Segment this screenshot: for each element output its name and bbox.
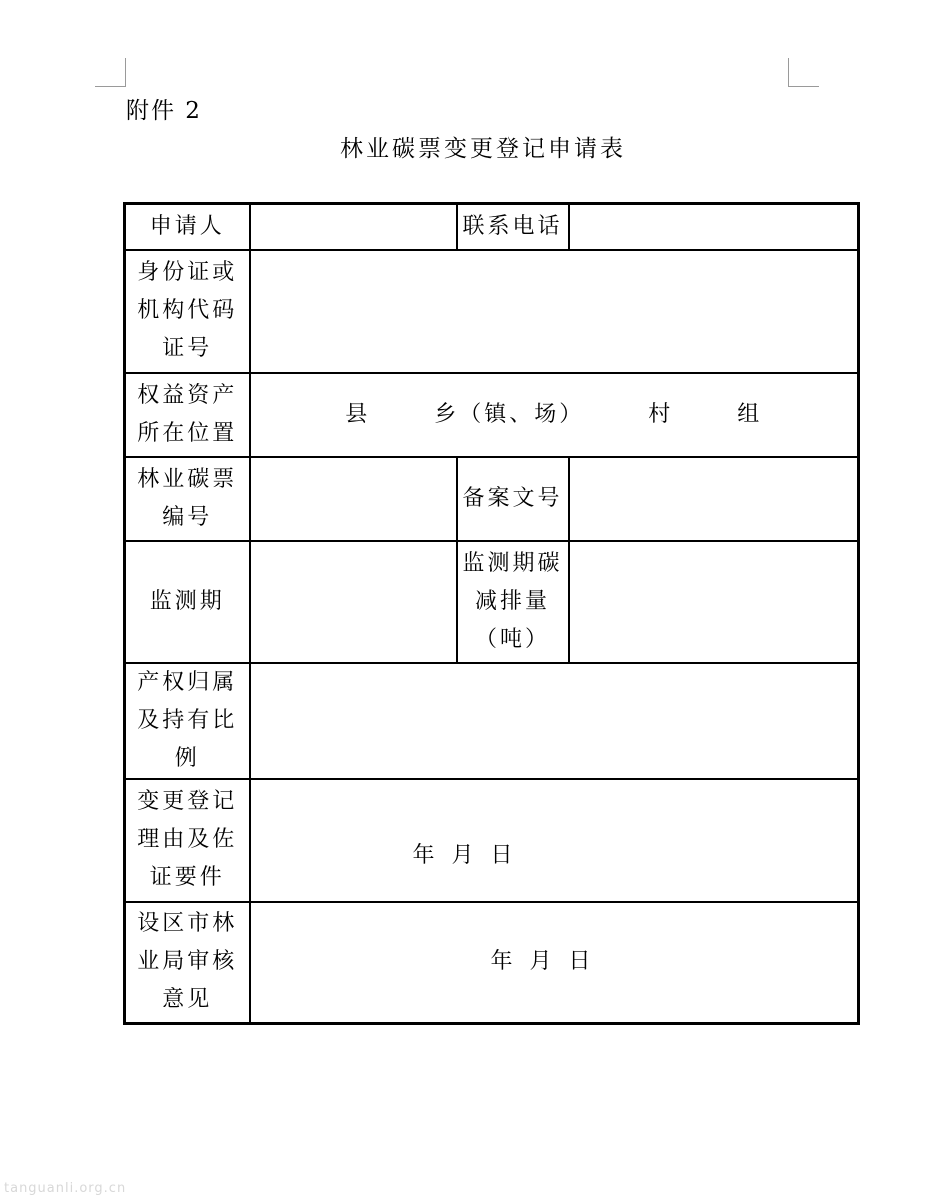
page-title: 林业碳票变更登记申请表 xyxy=(340,136,626,162)
monitoring-period-label: 监测期 xyxy=(125,541,250,663)
review-date-day: 日 xyxy=(568,949,594,975)
location-group: 组 xyxy=(737,401,763,427)
filing-number-label: 备案文号 xyxy=(457,457,569,541)
ownership-label: 产权归属及持有比例 xyxy=(125,663,250,779)
review-field[interactable] xyxy=(250,902,859,1024)
location-township: 乡（镇、场） xyxy=(434,401,585,427)
location-county: 县 xyxy=(345,401,371,427)
location-village: 村 xyxy=(648,401,674,427)
location-field[interactable] xyxy=(250,373,859,457)
row-applicant xyxy=(125,204,859,250)
row-change-reason xyxy=(125,779,859,902)
monitoring-period-field[interactable] xyxy=(250,541,457,663)
id-field[interactable] xyxy=(250,250,859,373)
right-margin-mark xyxy=(788,58,819,87)
change-reason-label: 变更登记理由及佐证要件 xyxy=(125,779,250,902)
ticket-number-label: 林业碳票编号 xyxy=(125,457,250,541)
row-ownership xyxy=(125,663,859,779)
change-reason-field[interactable] xyxy=(250,779,859,902)
application-form-table xyxy=(123,202,860,1025)
location-label: 权益资产所在位置 xyxy=(125,373,250,457)
left-margin-mark xyxy=(95,58,126,87)
watermark: tanguanli.org.cn xyxy=(4,1181,127,1196)
ticket-number-field[interactable] xyxy=(250,457,457,541)
row-id xyxy=(125,250,859,373)
phone-field[interactable] xyxy=(569,204,859,250)
ownership-field[interactable] xyxy=(250,663,859,779)
row-review xyxy=(125,902,859,1024)
review-date-month: 月 xyxy=(529,949,555,975)
applicant-field[interactable] xyxy=(250,204,457,250)
review-label: 设区市林业局审核意见 xyxy=(125,902,250,1024)
change-date-year: 年 xyxy=(412,843,438,868)
review-date-year: 年 xyxy=(490,949,516,975)
row-monitoring xyxy=(125,541,859,663)
row-ticket xyxy=(125,457,859,541)
applicant-label: 申请人 xyxy=(125,204,250,250)
carbon-reduction-label: 监测期碳减排量（吨） xyxy=(457,541,569,663)
attachment-label: 附件 2 xyxy=(126,98,202,124)
change-date-month: 月 xyxy=(451,843,477,868)
id-label: 身份证或机构代码证号 xyxy=(125,250,250,373)
phone-label: 联系电话 xyxy=(457,204,569,250)
row-location xyxy=(125,373,859,457)
carbon-reduction-field[interactable] xyxy=(569,541,859,663)
filing-number-field[interactable] xyxy=(569,457,859,541)
change-date-day: 日 xyxy=(490,843,516,868)
